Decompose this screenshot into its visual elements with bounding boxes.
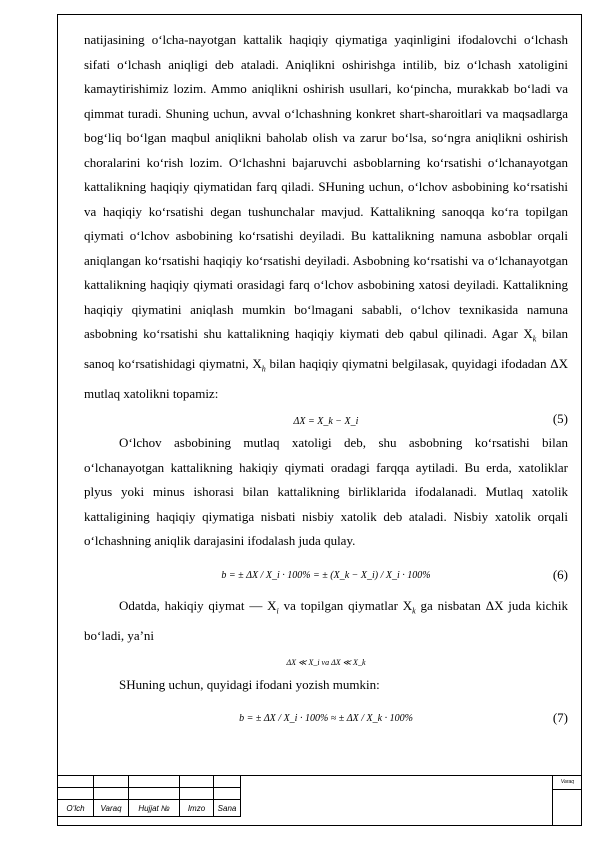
col-varaq: Varaq bbox=[94, 800, 129, 817]
equation-6-formula: b = ± ΔX / X_i · 100% = ± (X_k − X_i) / X_i · 100% bbox=[221, 569, 431, 581]
col-imzo: Imzo bbox=[180, 800, 214, 817]
inequality bbox=[84, 648, 568, 673]
page-number-box bbox=[552, 775, 582, 826]
inequality-formula: ΔX ≪ X_i va ΔX ≪ X_k bbox=[286, 658, 366, 668]
page-label-divider bbox=[553, 789, 582, 790]
title-block bbox=[57, 775, 582, 826]
paragraph-4: SHuning uchun, quyidagi ifodani yozish mumkin: bbox=[119, 676, 380, 692]
paragraph-1: natijasining o‘lcha-nayotgan kattalik haqiqiy qiymatiga yaqinligini ifodalovchi o‘lchash sifati o‘lchash aniqligi deb ataladi. Aniqlikni oshirishga intilib, biz o‘lchash xatoligini kamaytirishimiz lozim. Ammo aniqlikni oshirish usullari, ko‘pincha, murakkab bo‘ladi va qimmat turadi. Shuning uchun, avval o‘lchashning konkret shart-sharoitlari va maqsadlarga bog‘liq bo‘lgan maqbul aniqlikni baholab olish va zarur bo‘lsa, so‘ngra aniqlikni oshirish choralarini ko‘rish lozim. O‘lchashni bajaruvchi asboblarning ko‘rsatishi o‘lchanayotgan kattalikning haqiqiy qiymatidan farq qiladi. SHuning uchun, o‘lchov asbobining ko‘rsatishi va haqiqiy ko‘rsatishi degan tushunchalar mavjud. Kattalikning sanoqqa ko‘ra topilgan qiymati o‘lchov asbobining ko‘rsatishi deyiladi. Bu kattalikning namuna asboblar orqali aniqlangan ko‘rsatishi haqiqiy ko‘rsatishi deyiladi. Asbobning ko‘rsatishi va o‘lchanayotgan kattalikning haqiqiy qiymati orasidagi farq o‘lchov asbobining xatosi deyiladi. Kattalikning haqiqiy qiymatini aniqlash mumkin bo‘lmagani sababli, o‘lchov texnikasida namuna asbobning ko‘rsatishi shu kattalikning haqiqiy kiymati deb qabul qilinadi. Agar $X_k$ bilan sanoq ko‘rsatishidagi qiymatni, $X_h$ bilan haqiqiy qiymatni belgilasak, quyidagi ifodadan ΔX mutlaq xatolikni topamiz: bbox=[84, 32, 568, 402]
col-olch: O‘lch bbox=[58, 800, 94, 817]
equation-6 bbox=[84, 554, 568, 594]
paragraph-2: O‘lchov asbobining mutlaq xatoligi deb, shu asbobning ko‘rsatishi bilan o‘lchanayotgan kattalikning hakiqiy qiymati oradagi farqqa aytiladi. Bu erda, xatoliklar plyus yoki minus ishorasi bilan kattalikning birliklarida ifodalanadi. Mutlaq xatolik kattaligining haqiqiy qiymatiga nisbati nisbiy xatolik deb ataladi. Nisbiy xatolik orqali o‘lchashning aniqlik darajasini ifodalash juda qulay. bbox=[84, 435, 568, 549]
equation-7-number: (7) bbox=[552, 710, 568, 726]
equation-5-formula: ΔX = X_k − X_i bbox=[293, 415, 359, 427]
col-sana: Sana bbox=[214, 800, 241, 817]
equation-7-formula: b = ± ΔX / X_i · 100% ≈ ± ΔX / X_k · 100% bbox=[239, 713, 413, 725]
equation-6-number: (6) bbox=[552, 566, 568, 582]
paragraph-3: Odatda, hakiqiy qiymat — $X_i$ va topilgan qiymatlar $X_k$ ga nisbatan ΔX juda kichik bo‘ladi, ya’ni bbox=[84, 597, 568, 643]
col-hujjat: Hujjat № bbox=[129, 800, 180, 817]
equation-5 bbox=[84, 407, 568, 432]
equation-7 bbox=[84, 697, 568, 737]
page-label: Varaq bbox=[560, 779, 575, 785]
document-body bbox=[84, 28, 568, 737]
title-block-table bbox=[57, 775, 241, 817]
equation-5-number: (5) bbox=[552, 410, 568, 426]
